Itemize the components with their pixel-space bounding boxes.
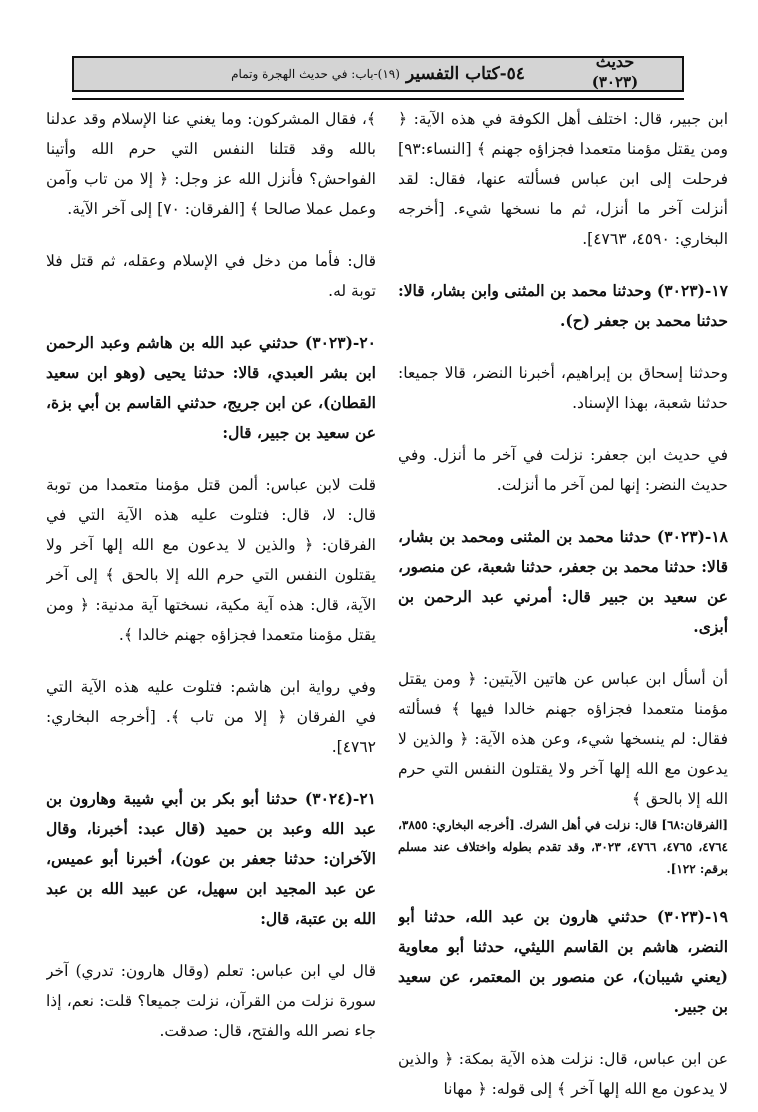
hadith-20: ٢٠-(٣٠٢٣) حدثني عبد الله بن هاشم وعبد الرحمن ابن بشر العبدي، قالا: حدثنا يحيى (وهو ابن سعيد القطان)، عن ابن جريج، حدثني القاسم بن أبي بزة، عن سعيد بن جبير، قال: <box>46 333 376 442</box>
left-column <box>46 104 376 1104</box>
right-column <box>398 104 728 1104</box>
paragraph: عن ابن عباس، قال: نزلت هذه الآية بمكة: ﴿ والذين لا يدعون مع الله إلها آخر ﴾ إلى قوله: ﴿ مهانا <box>398 1050 728 1098</box>
paragraph: قال: فأما من دخل في الإسلام وعقله، ثم قتل فلا توبة له. <box>46 252 376 300</box>
paragraph: وفي رواية ابن هاشم: فتلوت عليه هذه الآية التي في الفرقان ﴿ إلا من تاب ﴾. [أخرجه البخاري: ٤٧٦٢]. <box>46 678 376 756</box>
chapter-subtitle: (١٩)-باب: في حديث الهجرة وتمام <box>231 67 400 81</box>
paragraph: قلت لابن عباس: ألمن قتل مؤمنا متعمدا من توبة قال: لا، قال: فتلوت عليه هذه الآية التي في الفرقان: ﴿ والذين لا يدعون مع الله إلها آخر ولا يقتلون النفس التي حرم الله إلا بالحق ﴾ إلى آخر الآية، قال: هذه آية مكية، نسختها آية مدنية: ﴿ ومن يقتل مؤمنا متعمدا فجزاؤه جهنم خالدا ﴾. <box>46 476 376 644</box>
hadith-17: ١٧-(٣٠٢٣) وحدثنا محمد بن المثنى وابن بشار، قالا: حدثنا محمد بن جعفر (ح). <box>398 281 728 330</box>
header-rule <box>72 98 684 100</box>
paragraph: أن أسأل ابن عباس عن هاتين الآيتين: ﴿ ومن يقتل مؤمنا متعمدا فجزاؤه جهنم خالدا فيها ﴾ فسألته فقال: لم ينسخها شيء، وعن هذه الآية: ﴿ والذين لا يدعون مع الله إلها آخر ولا يقتلون النفس التي حرم الله إلا بالحق ﴾ <box>398 670 728 808</box>
hadith-number-box <box>576 52 654 96</box>
hadith-label: حديث <box>595 52 635 71</box>
paragraph: وحدثنا إسحاق بن إبراهيم، أخبرنا النضر، قالا جميعا: حدثنا شعبة، بهذا الإسناد. <box>398 364 728 412</box>
reference-note: [الفرقان:٦٨] قال: نزلت في أهل الشرك. [أخرجه البخاري: ٣٨٥٥، ٤٧٦٤، ٤٧٦٥، ٤٧٦٦، ٣٠٢٣، وقد تقدم بطوله واختلاف عند مسلم برقم: ١٢٢]. <box>398 818 728 876</box>
hadith-number: (٣٠٢٣) <box>591 73 639 91</box>
paragraph: قال لي ابن عباس: تعلم (وقال هارون: تدري) آخر سورة نزلت من القرآن، نزلت جميعا؟ قلت: نعم، إذا جاء نصر الله والفتح، قال: صدقت. <box>46 962 376 1040</box>
paragraph: في حديث ابن جعفر: نزلت في آخر ما أنزل. وفي حديث النضر: إنها لمن آخر ما أنزلت. <box>398 446 728 494</box>
paragraph: ﴾، فقال المشركون: وما يغني عنا الإسلام وقد عدلنا بالله وقد قتلنا النفس التي حرم الله وأتينا الفواحش؟ فأنزل الله عز وجل: ﴿ إلا من تاب وآمن وعمل عملا صالحا ﴾ [الفرقان: ٧٠] إلى آخر الآية. <box>46 110 376 218</box>
hadith-18: ١٨-(٣٠٢٣) حدثنا محمد بن المثنى ومحمد بن بشار، قالا: حدثنا محمد بن جعفر، حدثنا شعبة، عن منصور، عن سعيد بن جبير قال: أمرني عبد الرحمن بن أبزى. <box>398 527 728 636</box>
hadith-19: ١٩-(٣٠٢٣) حدثني هارون بن عبد الله، حدثنا أبو النضر، هاشم بن القاسم الليثي، حدثنا أبو معاوية (يعني شيبان)، عن منصور بن المعتمر، عن سعيد بن جبير. <box>398 907 728 1016</box>
hadith-21: ٢١-(٣٠٢٤) حدثنا أبو بكر بن أبي شيبة وهارون بن عبد الله وعبد بن حميد (قال عبد: أخبرنا، وقال الآخران: حدثنا جعفر بن عون)، أخبرنا أبو عميس، عن عبد المجيد ابن سهيل، عن عبيد الله بن عبد الله بن عتبة، قال: <box>46 789 376 928</box>
book-title: ٥٤-كتاب التفسير <box>405 64 525 84</box>
paragraph: ابن جبير، قال: اختلف أهل الكوفة في هذه الآية: ﴿ ومن يقتل مؤمنا متعمدا فجزاؤه جهنم ﴾ [النساء:٩٣] فرحلت إلى ابن عباس فسألته عنها، فقال: لقد أنزلت آخر ما أنزل، ثم ما نسخها شيء. [أخرجه البخاري: ٤٥٩٠، ٤٧٦٣]. <box>398 110 728 248</box>
